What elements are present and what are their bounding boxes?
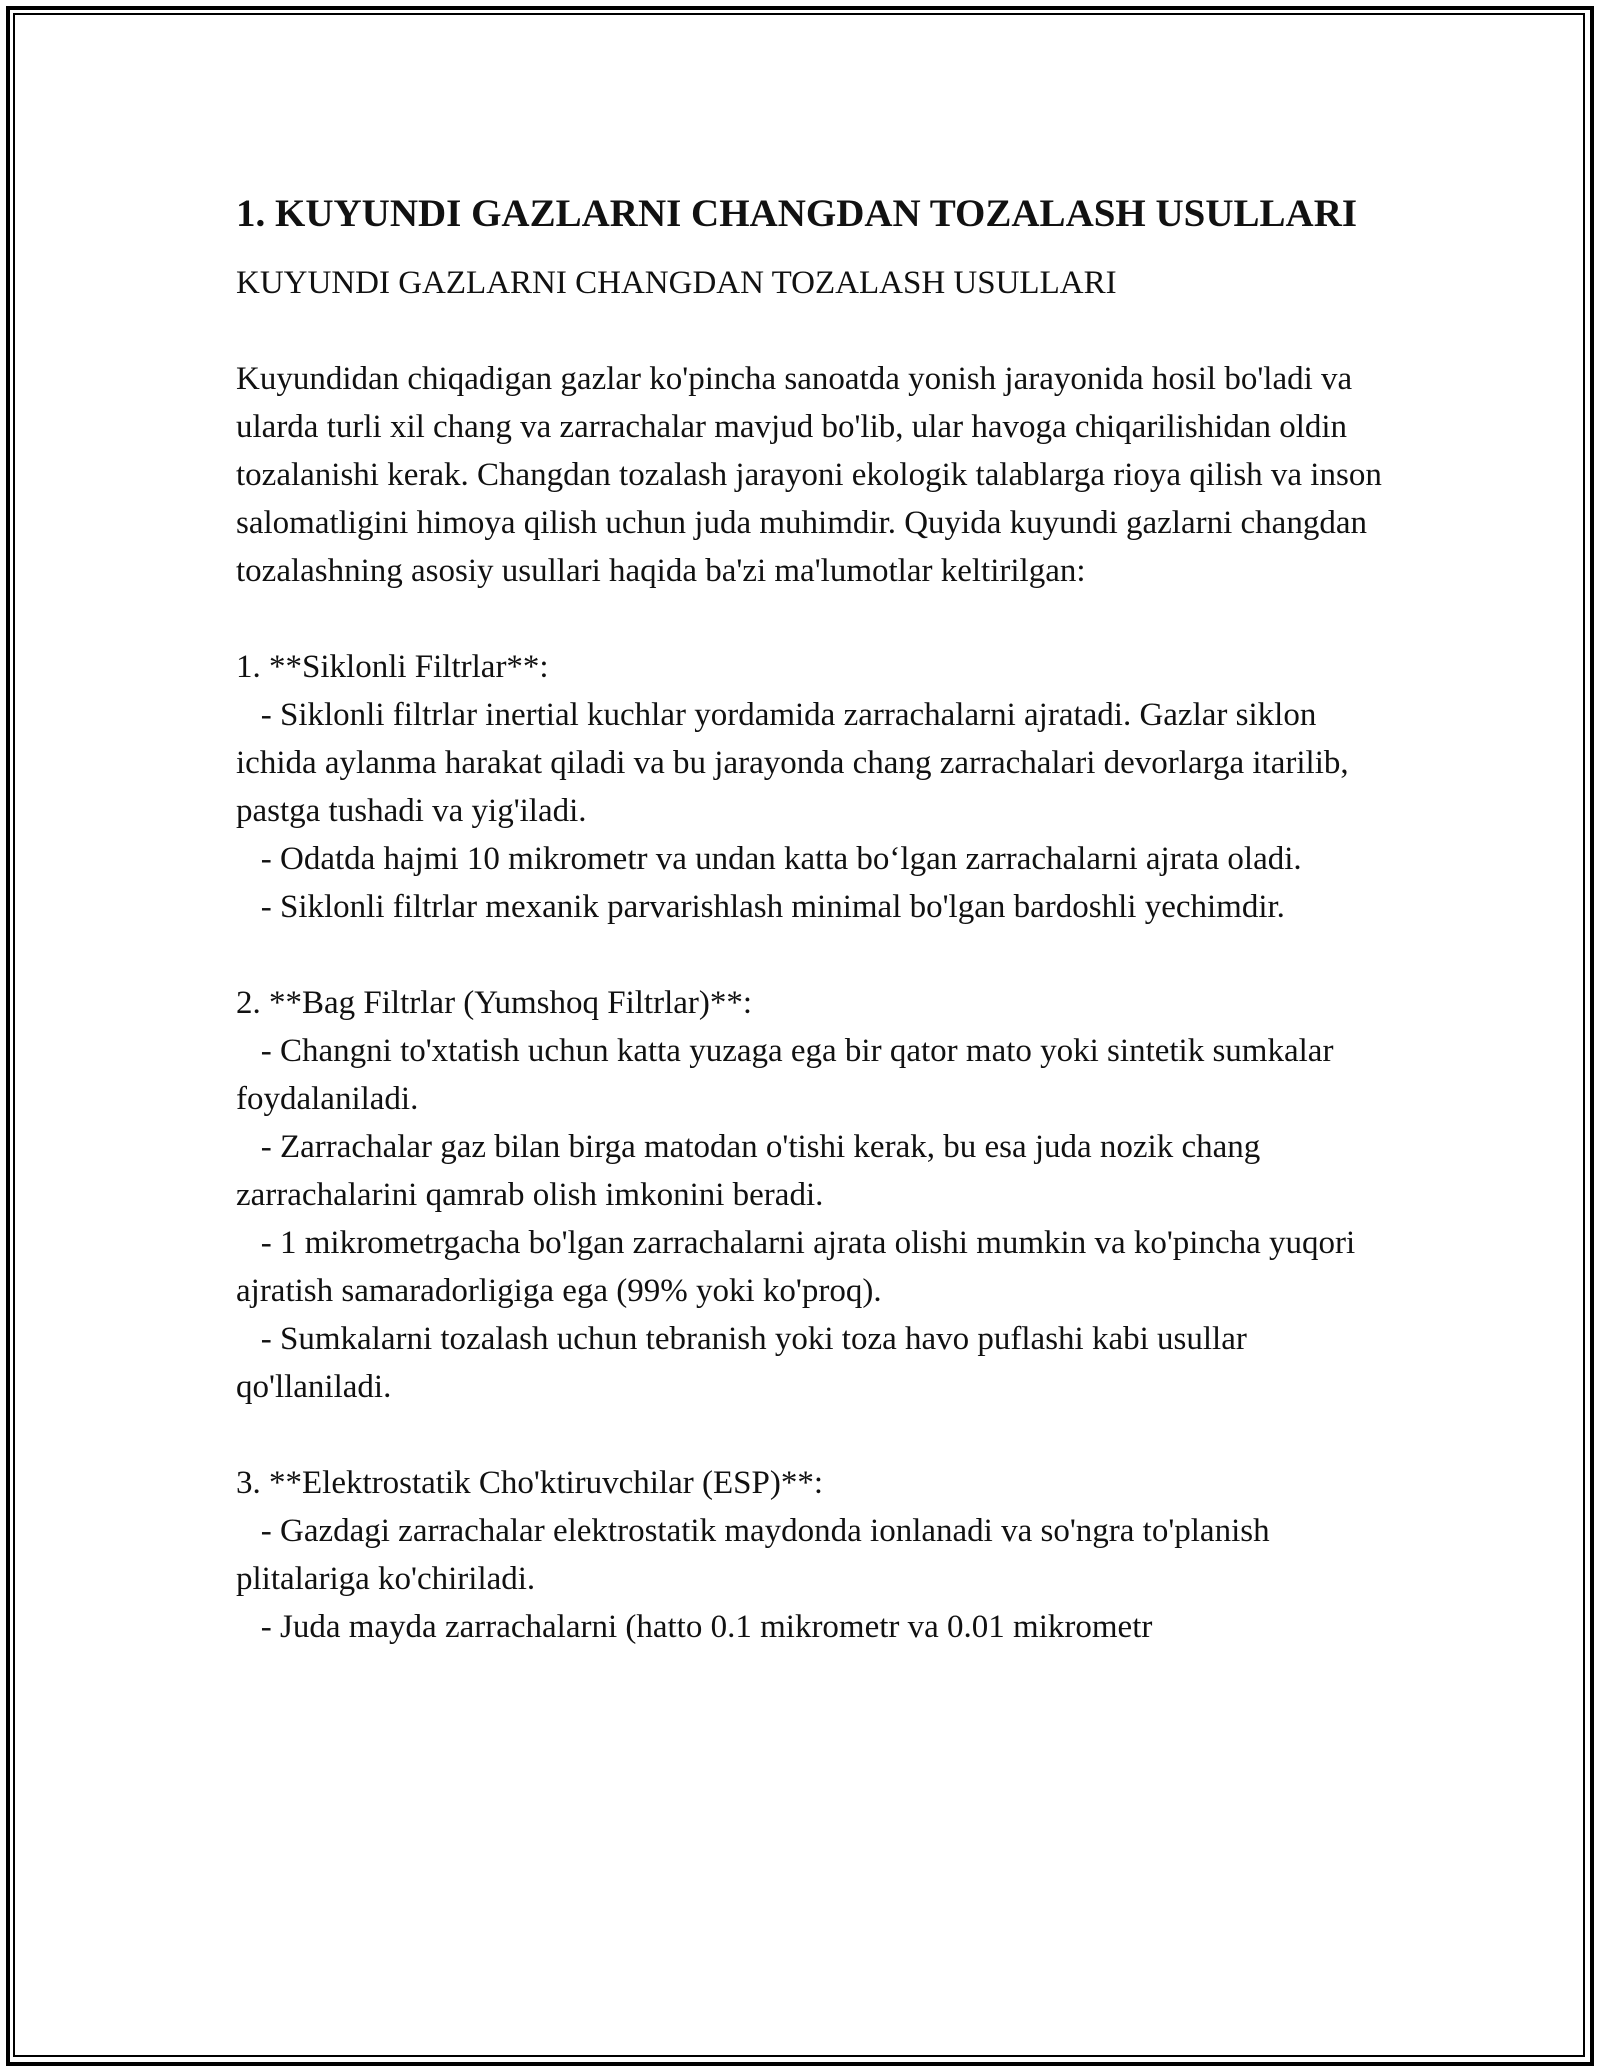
bullet-item: - Juda mayda zarrachalarni (hatto 0.1 mikrometr va 0.01 mikrometr xyxy=(236,1609,1153,1645)
bullet-item: - Siklonli filtrlar inertial kuchlar yordamida zarrachalarni ajratadi. Gazlar siklon ichida aylanma harakat qiladi va bu jarayonda chang zarrachalari devorlarga itarilib, pastga tushadi va yig'iladi. xyxy=(236,697,1357,829)
bullet-item: - Sumkalarni tozalash uchun tebranish yoki toza havo puflashi kabi usullar qo'llaniladi. xyxy=(236,1321,1256,1405)
section-cyclone-filters xyxy=(236,643,1386,931)
bullet-item: - Gazdagi zarrachalar elektrostatik maydonda ionlanadi va so'ngra to'planish plitalariga ko'chiriladi. xyxy=(236,1513,1278,1597)
bullet-item: - Zarrachalar gaz bilan birga matodan o'tishi kerak, bu esa juda nozik chang zarrachalarini qamrab olish imkonini beradi. xyxy=(236,1129,1269,1213)
section-title: 2. **Bag Filtrlar (Yumshoq Filtrlar)**: xyxy=(236,985,753,1021)
bullet-item: - 1 mikrometrgacha bo'lgan zarrachalarni ajrata olishi mumkin va ko'pincha yuqori ajratish samaradorligiga ega (99% yoki ko'proq). xyxy=(236,1225,1364,1309)
document-subtitle: KUYUNDI GAZLARNI CHANGDAN TOZALASH USULLARI xyxy=(236,265,1117,301)
bullet-item: - Odatda hajmi 10 mikrometr va undan katta bo‘lgan zarrachalarni ajrata oladi. xyxy=(236,841,1302,877)
document-heading: 1. KUYUNDI GAZLARNI CHANGDAN TOZALASH USULLARI xyxy=(236,192,1358,235)
section-bag-filters xyxy=(236,979,1386,1411)
bullet-item: - Changni to'xtatish uchun katta yuzaga ega bir qator mato yoki sintetik sumkalar foydalaniladi. xyxy=(236,1033,1342,1117)
document-body xyxy=(236,186,1386,1651)
intro-paragraph: Kuyundidan chiqadigan gazlar ko'pincha sanoatda yonish jarayonida hosil bo'ladi va ularda turli xil chang va zarrachalar mavjud bo'lib, ular havoga chiqarilishidan oldin tozalanishi kerak. Changdan tozalash jarayoni ekologik talablarga rioya qilish va inson salomatligini himoya qilish uchun juda muhimdir. Quyida kuyundi gazlarni changdan tozalashning asosiy usullari haqida ba'zi ma'lumotlar keltirilgan: xyxy=(236,361,1382,589)
bullet-item: - Siklonli filtrlar mexanik parvarishlash minimal bo'lgan bardoshli yechimdir. xyxy=(236,889,1285,925)
section-title: 1. **Siklonli Filtrlar**: xyxy=(236,649,549,685)
section-title: 3. **Elektrostatik Cho'ktiruvchilar (ESP)**: xyxy=(236,1465,824,1501)
section-electrostatic-precipitators xyxy=(236,1459,1386,1651)
